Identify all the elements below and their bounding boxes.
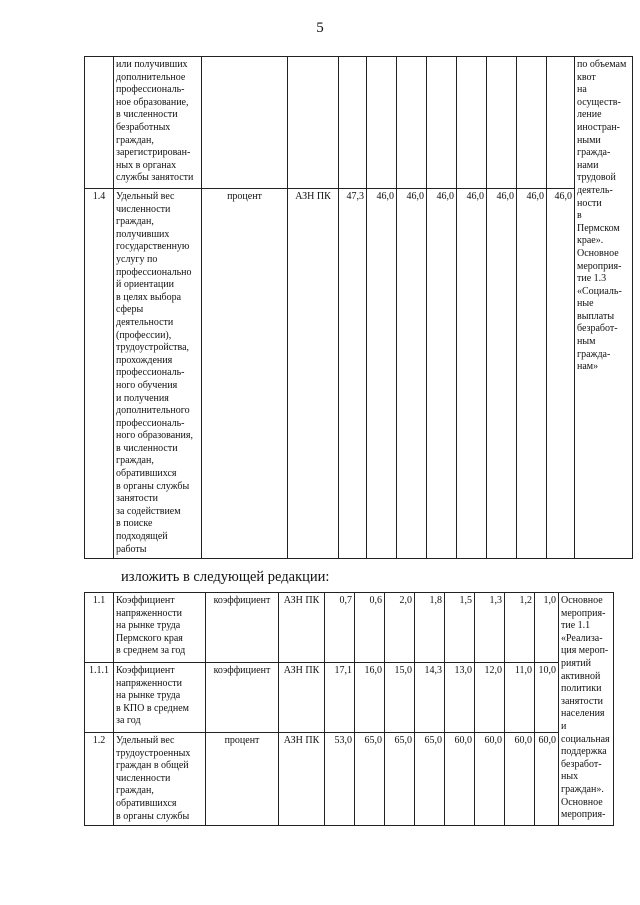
value-cell: 46,0 bbox=[427, 189, 457, 559]
value-cell bbox=[457, 57, 487, 189]
value-cell: 0,7 bbox=[325, 593, 355, 663]
value-cell: 46,0 bbox=[367, 189, 397, 559]
value-cell: 46,0 bbox=[547, 189, 575, 559]
value-cell: 46,0 bbox=[517, 189, 547, 559]
value-cell: 46,0 bbox=[457, 189, 487, 559]
value-cell bbox=[517, 57, 547, 189]
org-cell bbox=[288, 57, 339, 189]
value-cell: 60,0 bbox=[505, 733, 535, 826]
value-cell bbox=[397, 57, 427, 189]
value-cell: 60,0 bbox=[475, 733, 505, 826]
value-cell: 46,0 bbox=[487, 189, 517, 559]
value-cell: 1,2 bbox=[505, 593, 535, 663]
unit-cell: процент bbox=[206, 733, 279, 826]
value-cell bbox=[339, 57, 367, 189]
indicator-name: Коэффициент напряженности на рынке труда в КПО в среднем за год bbox=[114, 663, 206, 733]
table-row bbox=[85, 593, 614, 663]
value-cell: 65,0 bbox=[355, 733, 385, 826]
table-row bbox=[85, 189, 633, 559]
value-cell: 16,0 bbox=[355, 663, 385, 733]
value-cell: 0,6 bbox=[355, 593, 385, 663]
value-cell: 11,0 bbox=[505, 663, 535, 733]
page-number: 5 bbox=[316, 20, 324, 36]
section-heading: изложить в следующей редакции: bbox=[121, 569, 330, 585]
row-number: 1.1 bbox=[85, 593, 114, 663]
indicator-name: Коэффициент напряженности на рынке труда Пермского края в среднем за год bbox=[114, 593, 206, 663]
unit-cell: процент bbox=[202, 189, 288, 559]
indicator-name: или получивших дополнительное профессиональ- ное образование, в численности безработных граждан, зарегистрирован- ных в органах службы занятости bbox=[114, 57, 202, 189]
value-cell: 60,0 bbox=[445, 733, 475, 826]
value-cell: 65,0 bbox=[385, 733, 415, 826]
indicator-name: Удельный вес численности граждан, получивших государственную услугу по профессионально й ориентации в целях выбора сферы деятельности (профессии), трудоустройства, прохождения профессиональ- ного обучения и получения дополнительного профессиональ- ного образования, в численности граждан, обратившихся в органы службы занятости за содействием в поиске подходящей работы bbox=[114, 189, 202, 559]
row-number: 1.4 bbox=[85, 189, 114, 559]
value-cell: 46,0 bbox=[397, 189, 427, 559]
value-cell bbox=[367, 57, 397, 189]
table-row bbox=[85, 57, 633, 189]
value-cell: 65,0 bbox=[415, 733, 445, 826]
value-cell: 1,3 bbox=[475, 593, 505, 663]
row-number bbox=[85, 57, 114, 189]
indicator-name: Удельный вес трудоустроенных граждан в общей численности граждан, обратившихся в органы службы bbox=[114, 733, 206, 826]
unit-cell bbox=[202, 57, 288, 189]
bottom-table bbox=[84, 592, 614, 826]
value-cell: 10,0 bbox=[535, 663, 559, 733]
value-cell: 53,0 bbox=[325, 733, 355, 826]
table-row bbox=[85, 663, 614, 733]
value-cell: 60,0 bbox=[535, 733, 559, 826]
value-cell bbox=[487, 57, 517, 189]
unit-cell: коэффициент bbox=[206, 663, 279, 733]
value-cell bbox=[547, 57, 575, 189]
org-cell: АЗН ПК bbox=[288, 189, 339, 559]
note-cell: Основное мероприя- тие 1.1 «Реализа- ция мероп- риятий активной политики занятости населения и социальная поддержка безработ- ных граждан». Основное мероприя- bbox=[559, 593, 614, 826]
org-cell: АЗН ПК bbox=[279, 593, 325, 663]
note-cell: по объемам квот на осуществ- ление иностран- ными гражда- нами трудовой деятель- ности в Пермском крае». Основное мероприя- тие 1.3 «Социаль- ные выплаты безработ- ным гражда- нам» bbox=[575, 57, 633, 559]
top-table bbox=[84, 56, 633, 559]
value-cell: 47,3 bbox=[339, 189, 367, 559]
org-cell: АЗН ПК bbox=[279, 663, 325, 733]
row-number: 1.2 bbox=[85, 733, 114, 826]
value-cell: 1,0 bbox=[535, 593, 559, 663]
row-number: 1.1.1 bbox=[85, 663, 114, 733]
value-cell: 15,0 bbox=[385, 663, 415, 733]
table-row bbox=[85, 733, 614, 826]
value-cell: 12,0 bbox=[475, 663, 505, 733]
value-cell bbox=[427, 57, 457, 189]
value-cell: 1,5 bbox=[445, 593, 475, 663]
value-cell: 1,8 bbox=[415, 593, 445, 663]
value-cell: 2,0 bbox=[385, 593, 415, 663]
value-cell: 13,0 bbox=[445, 663, 475, 733]
unit-cell: коэффициент bbox=[206, 593, 279, 663]
value-cell: 17,1 bbox=[325, 663, 355, 733]
value-cell: 14,3 bbox=[415, 663, 445, 733]
org-cell: АЗН ПК bbox=[279, 733, 325, 826]
